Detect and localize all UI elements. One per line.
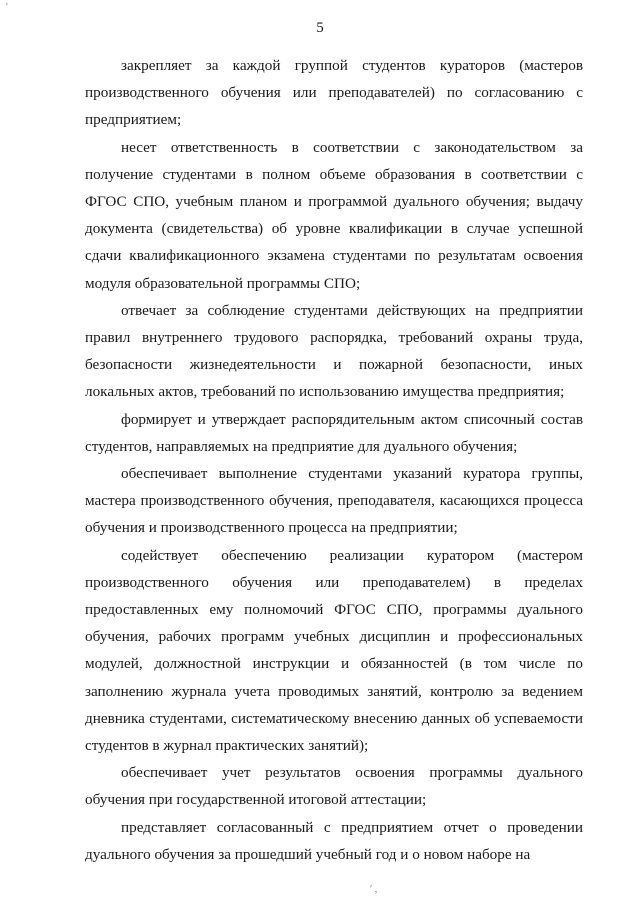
body-text	[85, 52, 583, 868]
paragraph: обеспечивает учет результатов освоения программы дуального обучения при государственной итоговой аттестации;	[85, 764, 583, 809]
paragraph: отвечает за соблюдение студентами действующих на предприятии правил внутреннего трудового распорядка, требований охраны труда, безопасности жизнедеятельности и пожарной безопасности, иных локальных актов, требований по использованию имущества предприятия;	[85, 301, 583, 401]
paragraph: представляет согласованный с предприятием отчет о проведении дуального обучения за прошедший учебный год и о новом наборе на	[85, 818, 583, 863]
paragraph: обеспечивает выполнение студентами указаний куратора группы, мастера производственного обучения, преподавателя, касающихся процесса обучения и производственного процесса на предприятии;	[85, 465, 583, 537]
page-number: 5	[316, 20, 324, 36]
scan-artifact: ′ ,	[370, 884, 378, 895]
paragraph: содействует обеспечению реализации куратором (мастером производственного обучения или преподавателем) в пределах предоставленных ему полномочий ФГОС СПО, программы дуального обучения, рабочих программ учебных дисциплин и профессиональных модулей, должностной инструкции и обязанностей (в том числе по заполнению журнала учета проводимых занятий, контролю за ведением дневника студентами, систематическому внесению данных об успеваемости студентов в журнал практических занятий);	[85, 546, 583, 755]
paragraph: формирует и утверждает распорядительным актом списочный состав студентов, направляемых на предприятие для дуального обучения;	[85, 410, 583, 455]
paragraph: закрепляет за каждой группой студентов кураторов (мастеров производственного обучения или преподавателей) по согласованию с предприятием;	[85, 57, 583, 129]
scan-artifact: '	[6, 2, 8, 13]
paragraph: несет ответственность в соответствии с законодательством за получение студентами в полном объеме образования в соответствии с ФГОС СПО, учебным планом и программой дуального обучения; выдачу документа (свидетельства) об уровне квалификации в случае успешной сдачи квалификационного экзамена студентами по результатам освоения модуля образовательной программы СПО;	[85, 138, 583, 292]
